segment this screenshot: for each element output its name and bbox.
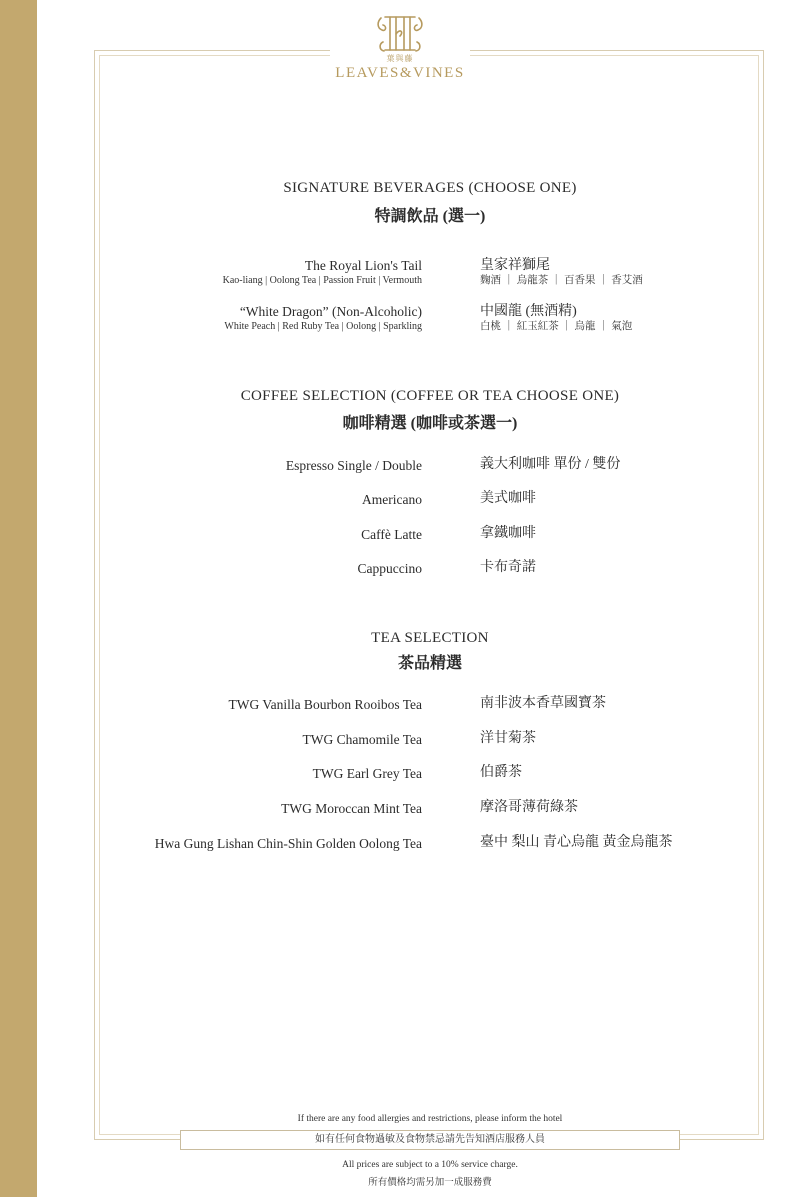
coffee-title-en: COFFEE SELECTION (COFFEE OR TEA CHOOSE ONE) — [240, 388, 620, 404]
signature-title-en: SIGNATURE BEVERAGES (CHOOSE ONE) — [283, 180, 577, 196]
item-detail-cn: 麴酒 ｜ 烏龍茶 ｜ 百香果 ｜ 香艾酒 — [480, 275, 643, 286]
coffee-item-cn: 拿鐵咖啡 — [480, 526, 536, 541]
item-name-cn: 皇家祥獅尾 — [480, 258, 550, 273]
tea-item-cn: 伯爵茶 — [480, 765, 522, 780]
signature-item-en — [224, 304, 422, 333]
brand-logo — [330, 14, 470, 94]
tea-item-en: TWG Earl Grey Tea — [312, 766, 422, 781]
coffee-title-cn: 咖啡精選 (咖啡或茶選一) — [342, 415, 518, 432]
tea-item-cn: 摩洛哥薄荷綠茶 — [480, 800, 578, 815]
coffee-item-cn: 義大利咖啡 單份 / 雙份 — [480, 457, 621, 472]
signature-item-cn — [480, 304, 632, 333]
coffee-item-en: Americano — [362, 492, 422, 507]
tea-item-en: TWG Chamomile Tea — [302, 732, 422, 747]
item-detail-cn: 白桃 ｜ 紅玉紅茶 ｜ 烏龍 ｜ 氣泡 — [480, 321, 633, 332]
tea-item-en: TWG Vanilla Bourbon Rooibos Tea — [228, 697, 422, 712]
signature-item-cn — [480, 258, 643, 287]
tea-item-cn: 臺中 梨山 青心烏龍 黃金烏龍茶 — [480, 835, 673, 850]
allergy-note-cn: 如有任何食物過敏及食物禁忌請先告知酒店服務人員 — [180, 1130, 680, 1150]
allergy-note-en: If there are any food allergies and restrictions, please inform the hotel — [297, 1114, 563, 1124]
tea-item-cn: 洋甘菊茶 — [480, 731, 536, 746]
brand-name-en: LEAVES&VINES — [335, 65, 465, 81]
tea-item-en: Hwa Gung Lishan Chin-Shin Golden Oolong Tea — [154, 836, 422, 851]
vine-monogram-icon — [373, 14, 427, 54]
brand-name-cn: 葉與藤 — [386, 54, 414, 63]
coffee-item-en: Cappuccino — [357, 561, 422, 576]
signature-title-cn: 特調飲品 (選一) — [374, 208, 486, 225]
signature-item-en — [223, 258, 422, 287]
gold-side-strip — [0, 0, 37, 1197]
tea-item-en: TWG Moroccan Mint Tea — [281, 801, 422, 816]
service-charge-cn: 所有價格均需另加一成服務費 — [368, 1178, 492, 1188]
item-detail: White Peach | Red Ruby Tea | Oolong | Sparkling — [224, 321, 422, 332]
item-name: “White Dragon” (Non-Alcoholic) — [239, 304, 422, 319]
item-detail: Kao-liang | Oolong Tea | Passion Fruit | Vermouth — [222, 275, 422, 286]
item-name-cn: 中國龍 (無酒精) — [480, 304, 577, 319]
coffee-item-en: Espresso Single / Double — [285, 458, 422, 473]
tea-title-cn: 茶品精選 — [397, 655, 462, 672]
coffee-item-cn: 卡布奇諾 — [480, 560, 536, 575]
coffee-item-cn: 美式咖啡 — [480, 491, 536, 506]
item-name: The Royal Lion's Tail — [304, 258, 422, 273]
coffee-item-en: Caffè Latte — [361, 527, 422, 542]
service-charge-en: All prices are subject to a 10% service charge. — [342, 1160, 518, 1170]
tea-item-cn: 南非波本香草國寶茶 — [480, 696, 606, 711]
tea-title-en: TEA SELECTION — [371, 630, 489, 646]
